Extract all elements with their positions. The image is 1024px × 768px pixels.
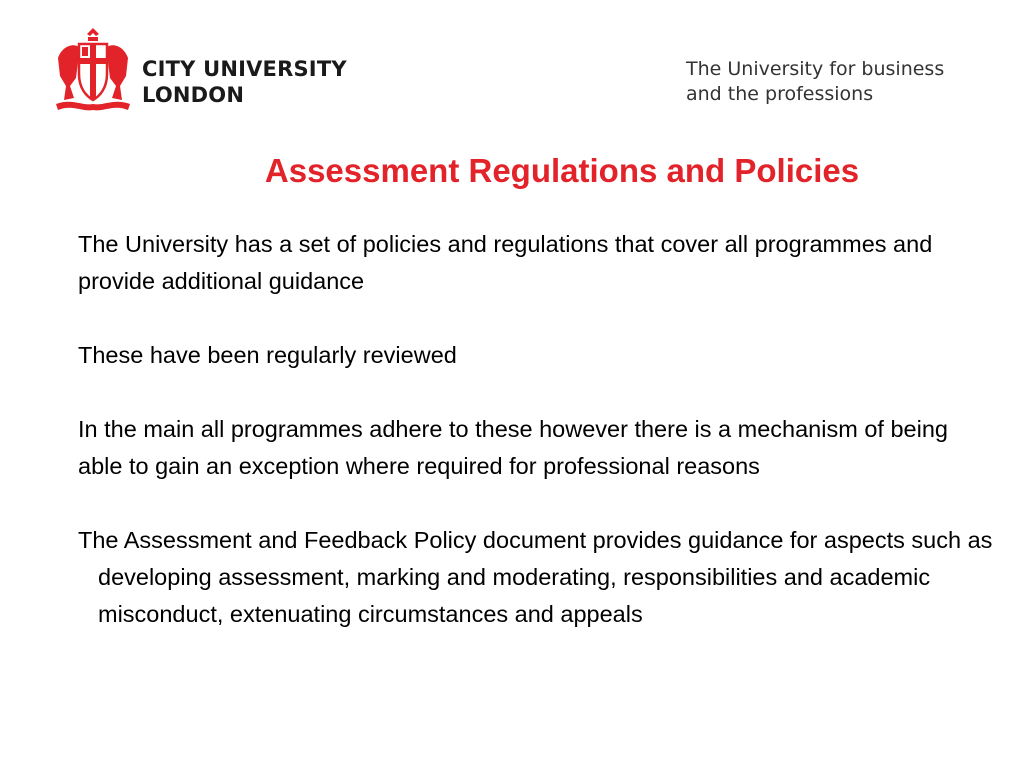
tagline-line1: The University for business bbox=[686, 58, 945, 80]
paragraph-feedback-policy: The Assessment and Feedback Policy document provides guidance for aspects such as developing assessment, marking and moderating, responsibilities and academic misconduct, extenuating circumstances and appeals bbox=[78, 527, 993, 627]
university-name-line2: LONDON bbox=[142, 83, 245, 107]
paragraph-exception: In the main all programmes adhere to these however there is a mechanism of being able to gain an exception where required for professional reasons bbox=[78, 416, 948, 479]
slide-body bbox=[78, 226, 998, 633]
university-crest-icon bbox=[52, 28, 134, 114]
university-name-line1: CITY UNIVERSITY bbox=[142, 57, 347, 81]
tagline-line2: and the professions bbox=[686, 83, 874, 105]
university-name bbox=[142, 56, 347, 108]
tagline bbox=[686, 57, 944, 107]
paragraph-reviewed: These have been regularly reviewed bbox=[78, 342, 457, 368]
slide-title: Assessment Regulations and Policies bbox=[264, 152, 860, 189]
paragraph-policies: The University has a set of policies and regulations that cover all programmes and provide additional guidance bbox=[78, 231, 933, 294]
